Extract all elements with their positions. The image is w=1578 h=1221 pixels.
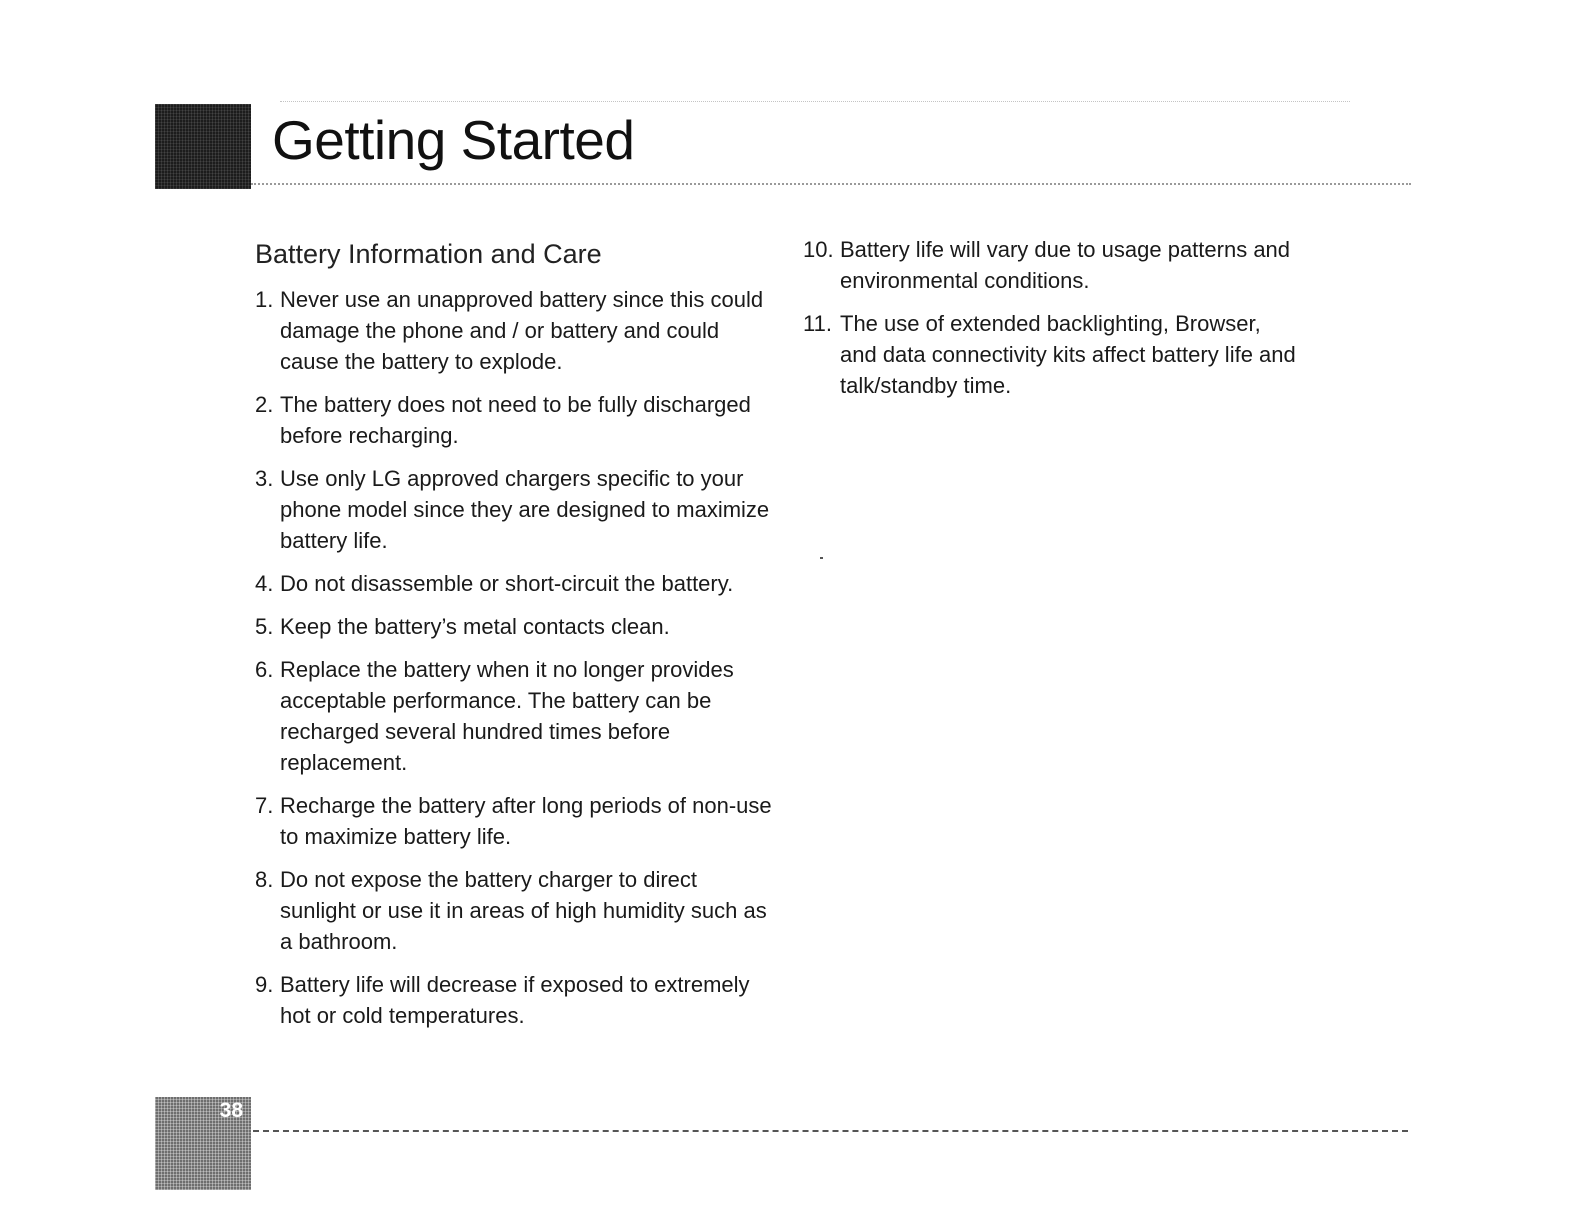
item-text: Battery life will decrease if exposed to extremely hot or cold temperatures.: [280, 972, 750, 1028]
list-item: [803, 234, 1303, 296]
scan-mark: [820, 557, 823, 559]
footer-rule: [253, 1130, 1408, 1132]
item-number: 1.: [255, 287, 274, 312]
item-text: Keep the battery’s metal contacts clean.: [280, 614, 670, 639]
list-item: [255, 389, 775, 451]
item-number: 5.: [255, 614, 274, 639]
item-number: 7.: [255, 793, 274, 818]
item-text: Recharge the battery after long periods of non-use to maximize battery life.: [280, 793, 772, 849]
battery-care-list-continued: [803, 234, 1303, 401]
item-number: 8.: [255, 867, 274, 892]
left-column: [255, 236, 775, 1043]
item-text: Do not disassemble or short-circuit the battery.: [280, 571, 734, 596]
section-heading: Battery Information and Care: [255, 239, 602, 269]
item-text: Use only LG approved chargers specific to your phone model since they are designed to maximize battery life.: [280, 466, 770, 553]
item-text: Replace the battery when it no longer provides acceptable performance. The battery can be recharged several hundred times before replacement.: [280, 657, 734, 775]
item-text: Do not expose the battery charger to direct sunlight or use it in areas of high humidity such as a bathroom.: [280, 867, 767, 954]
page-number-block: [155, 1097, 251, 1190]
section-tab-block: [155, 104, 251, 189]
item-number: 4.: [255, 571, 274, 596]
page-title: Getting Started: [272, 109, 635, 171]
list-item: [255, 790, 775, 852]
page-number: 38: [219, 1099, 243, 1122]
list-item: [255, 463, 775, 556]
item-text: Never use an unapproved battery since this could damage the phone and / or battery and could cause the battery to explode.: [280, 287, 764, 374]
list-item: [255, 969, 775, 1031]
list-item: [255, 611, 775, 642]
list-item: [255, 864, 775, 957]
item-number: 6.: [255, 657, 274, 682]
list-item: [255, 654, 775, 778]
header-rule: [251, 183, 1411, 185]
item-text: The battery does not need to be fully discharged before recharging.: [280, 392, 751, 448]
item-text: Battery life will vary due to usage patterns and environmental conditions.: [840, 237, 1291, 293]
header-dotted-line: [280, 101, 1350, 102]
item-number: 11.: [803, 311, 832, 336]
item-number: 9.: [255, 972, 274, 997]
item-number: 2.: [255, 392, 274, 417]
item-number: 3.: [255, 466, 274, 491]
item-number: 10.: [803, 237, 834, 262]
item-text: The use of extended backlighting, Browser, and data connectivity kits affect battery life and talk/standby time.: [840, 311, 1296, 398]
right-column: [803, 234, 1303, 413]
list-item: [255, 284, 775, 377]
list-item: [803, 308, 1303, 401]
battery-care-list: [255, 284, 775, 1031]
list-item: [255, 568, 775, 599]
